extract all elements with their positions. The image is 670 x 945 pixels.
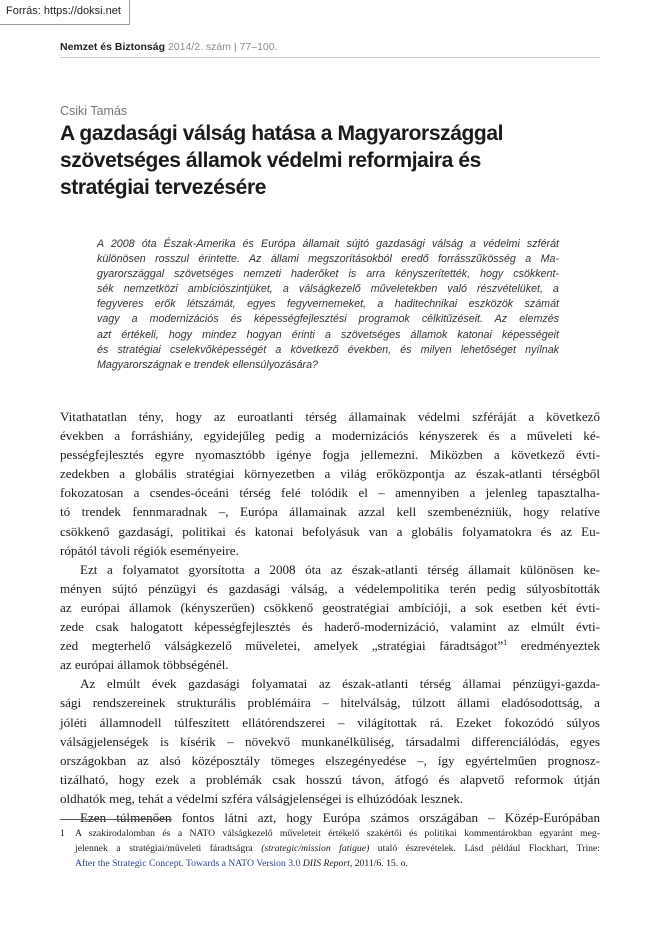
- body-line: fokozatosan a csendes-óceáni térség felé tolódik el – amennyiben a jelenleg tapasztalha-: [60, 485, 600, 501]
- body-line: tizálható, hogy ezek a problémák csak hosszú távon, átfogó és alapvető reformok útján: [60, 771, 600, 787]
- abstract-line: fegyveres erők létszámát, egyes fegyvernemeket, a haditechnikai eszközök számát: [97, 298, 559, 311]
- body-line-text: zed megterhelő válságkezelő műveletei, amelyek „stratégiai fáradtságot”: [60, 638, 504, 654]
- body-line: az európai államok (kényszerűen) csökkenő geostratégiai ambícióji, a sok esetben két évti-: [60, 599, 600, 615]
- body-line: zede csak halogatott képességfejlesztés és haderő-modernizáció, valamint az elmúlt évti-: [60, 619, 600, 635]
- abstract-line: különösen rosszul érintette. Az állami megszorításokból eredő forrásszűkösség a Ma-: [97, 253, 559, 266]
- body-line: pességfejlesztés egyre nyomasztóbb igénye fogja jellemezni. Miközben a következő évti-: [60, 447, 600, 463]
- source-label: Forrás: https://doksi.net: [0, 0, 130, 25]
- abstract-line: gyarországgal szövetséges nemzeti haderőket is arra kényszerítették, hogy csökkent-: [97, 268, 559, 281]
- body-line-with-footnote: [60, 636, 600, 655]
- footnote-text: [75, 826, 600, 871]
- abstract-line: azt értékeli, hogy mindez hogyan érinti a szövetséges államok katonai képességeit: [97, 328, 559, 341]
- abstract-line: sék nemzetközi ambíciószintjüket, a válságkezelő műveletekben való részvételüket, a: [97, 283, 559, 296]
- footnote-line: [75, 856, 600, 871]
- abstract-line: és stratégiai cselekvőképességét a következő években, és milyen lehetőséget nyílnak: [97, 343, 559, 356]
- article-title: [60, 120, 605, 201]
- body-line-tail: eredményeztek: [520, 638, 600, 654]
- footnote-divider: [60, 819, 172, 820]
- body-line: években a forráshiány, egyidejűleg pedig a modernizációs kényszerek és a műveleti ké-: [60, 428, 600, 444]
- body-line: Ezt a folyamatot gyorsította a 2008 óta az észak-atlanti térség államait különösen ke-: [80, 561, 600, 577]
- journal-name: Nemzet és Biztonság: [60, 41, 166, 53]
- journal-header: [60, 41, 600, 58]
- footnote-line-rest: utaló észrevételek. Lásd például Flockhart, Trine:: [377, 843, 600, 854]
- issue-info: 2014/2. szám | 77–100.: [167, 41, 278, 53]
- title-line: A gazdasági válság hatása a Magyarországgal: [60, 122, 504, 145]
- body-line: sági rendszereinek strukturális problémáira – hitelválság, túlzott állami eladósodottság, a: [60, 695, 600, 711]
- body-line: Ezen túlmenően fontos látni azt, hogy Európa számos országában – Közép-Európában: [80, 809, 600, 825]
- title-line: stratégiai tervezésére: [60, 176, 266, 199]
- reference-link[interactable]: After the Strategic Concept. Towards a NATO Version 3.0: [75, 858, 301, 869]
- footnote-number: 1: [60, 828, 65, 839]
- footnote-line-text: jelennek a stratégiai/műveleti fáradtságra: [75, 843, 253, 854]
- body-line: válságjelenségek is kísérik – növekvő munkanélküliség, társadalmi differenciálódás, egyes: [60, 733, 600, 749]
- abstract-line: Magyarországnak e trendek ellensúlyozására?: [97, 358, 318, 371]
- title-line: szövetséges államok védelmi reformjaira és: [60, 149, 481, 172]
- footnote-italic: DIIS Report: [302, 858, 350, 869]
- body-text: [60, 407, 600, 827]
- abstract: [97, 237, 559, 373]
- footnote: [60, 826, 600, 871]
- body-line: csökkenő gazdasági, politikai és katonai befolyásuk van a globális folyamatokra és az Eu-: [60, 523, 600, 539]
- body-line: zedekben a globális stratégiai környezetben a világ erőközpontja az észak-atlanti térségből: [60, 466, 600, 482]
- footnote-line: [75, 841, 600, 856]
- body-line: rópától távoli régiók eseményeire.: [60, 542, 239, 558]
- body-line: oldhatók meg, tehát a védelmi szféra válságjelenségei is elhúzódóak lesznek.: [60, 790, 464, 806]
- footnote-line-rest: , 2011/6. 15. o.: [349, 858, 408, 869]
- body-line: jóléti államnodell túlfeszített ellátórendszerei – világítottak rá. Ezeket fokozódó súlyos: [60, 714, 600, 730]
- footnote-line: A szakirodalomban és a NATO válságkezelő műveleteit értékelő szakértői és politikai kommentárokban egyaránt meg-: [75, 828, 600, 839]
- abstract-line: A 2008 óta Észak-Amerika és Európa államait sújtó gazdasági válság a védelmi szférát: [97, 238, 559, 250]
- body-line: ményen sújtó pénzügyi és gazdasági válság, a védelempolitika terén pedig súlyosbították: [60, 580, 600, 596]
- body-line: Vitathatatlan tény, hogy az euroatlanti térség államainak védelmi szféráját a következő: [60, 409, 600, 424]
- footnote-marker[interactable]: 1: [503, 638, 508, 648]
- body-line: országokban az alsó középosztály tömeges elszegényedése –, így egyértelműen prognosz-: [60, 752, 600, 768]
- footnote-italic: (strategic/mission fatigue): [261, 843, 370, 854]
- author-name: Csiki Tamás: [60, 104, 128, 118]
- body-line: Az elmúlt évek gazdasági folyamatai az észak-atlanti térség államai pénzügyi-gazda-: [80, 676, 600, 692]
- body-line: tó trendek fennmaradnak –, Európa államainak azzal kell szembenézniük, hogy relatíve: [60, 504, 600, 520]
- abstract-line: vagy a modernizációs és képességfejlesztési programok célkitűzéseit. Az elemzés: [97, 313, 559, 326]
- body-line: az európai államok többségénél.: [60, 657, 229, 673]
